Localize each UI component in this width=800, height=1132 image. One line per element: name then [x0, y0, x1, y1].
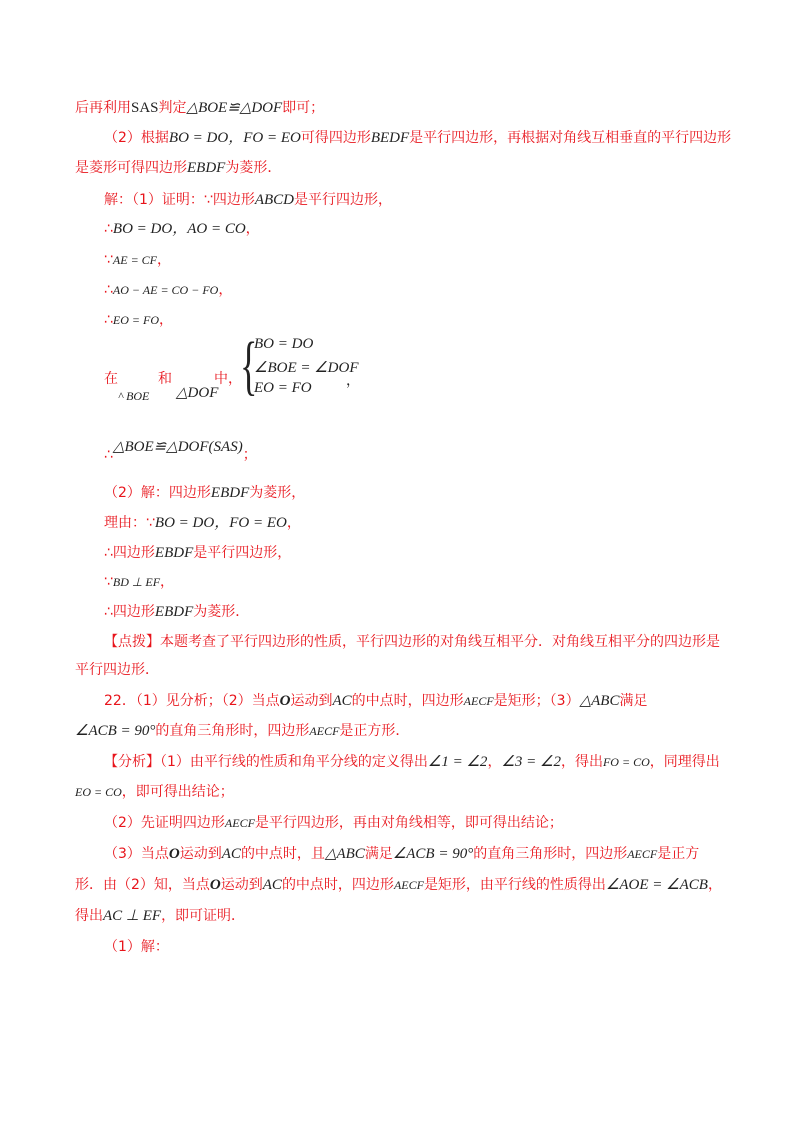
text: 的中点时，四边形: [351, 693, 464, 709]
text: 满足: [619, 693, 648, 709]
text: （3）当点: [104, 846, 169, 862]
text-line-17: [75, 660, 159, 680]
math-seg: AC: [332, 693, 352, 709]
math-quad: AECF: [627, 847, 658, 861]
text-line-4: [104, 190, 392, 210]
text: ，: [286, 515, 301, 531]
text: 中，: [214, 371, 242, 387]
text: 是矩形，由平行线的性质得出: [423, 877, 606, 893]
text-line-20: [104, 752, 720, 772]
math-expr: AC ⊥ EF: [103, 908, 162, 924]
text-line-24: [75, 875, 722, 895]
text-zhong: [214, 369, 242, 389]
text-line-7: [104, 280, 232, 300]
text: ，: [157, 252, 172, 268]
math-quad: ABCD: [254, 192, 294, 208]
math-expr: EO = FO: [112, 313, 160, 327]
text-line-16: [104, 632, 720, 652]
text: ∵: [104, 574, 113, 590]
text: 理由：∵: [104, 515, 155, 531]
system-eq-2: ∠BOE = ∠DOF: [254, 360, 359, 376]
math-expr: AE = CF: [112, 253, 158, 267]
math-triangle-dof: [176, 383, 218, 403]
math-triangle: △ABC: [324, 846, 365, 862]
math-angle: ∠3 = ∠2: [501, 754, 561, 770]
text: 在: [104, 371, 118, 387]
text-line-26: [104, 937, 169, 957]
math-point-o: O: [209, 877, 221, 893]
math-expr: BO = DO，FO = EO: [168, 130, 301, 146]
math-quad: AECF: [224, 816, 255, 830]
math-triangle: △ABC: [579, 693, 620, 709]
text: ，: [245, 221, 260, 237]
text: 【分析】（1）由平行线的性质和角平分线的定义得出: [104, 754, 428, 770]
text-line-14: [104, 572, 174, 592]
text: ∴: [104, 447, 113, 463]
text: ，即可得出结论；: [121, 784, 234, 800]
text: 【点拨】本题考查了平行四边形的性质，平行四边形的对角线互相平分．对角线互相平分的四边形是: [104, 634, 720, 650]
text: ；: [242, 447, 257, 463]
text: ，: [160, 574, 175, 590]
math-angle: ∠1 = ∠2: [427, 754, 488, 770]
text: ，得出: [560, 754, 603, 770]
text-line-5: [104, 219, 260, 239]
math-quad: AECF: [393, 878, 424, 892]
text: 是矩形；（3）: [493, 693, 580, 709]
math-quad: EBDF: [187, 160, 226, 176]
text: ∴四边形: [104, 604, 155, 620]
text: ∴: [104, 312, 113, 328]
text: 运动到: [220, 877, 263, 893]
brace-symbol: {: [240, 329, 258, 402]
text-zai: [104, 369, 118, 389]
math-expr: BO = DO，AO = CO: [112, 221, 246, 237]
math-quad: EBDF: [154, 545, 194, 561]
text: 是菱形可得四边形: [75, 160, 187, 176]
text: 的直角三角形时，四边形: [473, 846, 628, 862]
math-quad: AECF: [309, 724, 340, 738]
math-angle: ∠AOE = ∠ACB: [605, 877, 708, 893]
math-angle: ∠ACB = 90°: [75, 723, 156, 739]
math-point-o: O: [279, 693, 291, 709]
text: 即可；: [282, 100, 325, 116]
text-line-10: [104, 437, 257, 463]
text: ，: [346, 373, 360, 389]
math-quad: EBDF: [154, 604, 194, 620]
math-expr: BO = DO，FO = EO: [154, 515, 287, 531]
text: ∴: [104, 221, 113, 237]
text: ，即可证明．: [161, 908, 246, 924]
text-line-23: [104, 844, 699, 864]
math-expr: BD ⊥ EF: [112, 575, 161, 589]
text: 22．（1）见分析；（2）当点: [104, 693, 280, 709]
text-line-6: [104, 250, 171, 270]
text-line-25: [75, 906, 245, 926]
math-triangle-boe: [118, 386, 149, 406]
math-quad: BEDF: [370, 130, 410, 146]
text: 形．由（2）知，当点: [75, 877, 210, 893]
text: ，: [218, 282, 233, 298]
text-line-19: [75, 721, 409, 741]
text: 是平行四边形，: [294, 192, 392, 208]
math-expr: AO − AE = CO − FO: [112, 283, 219, 297]
text: ，同理得出: [649, 754, 720, 770]
math-seg: AC: [221, 846, 241, 862]
text: 是正方形．: [339, 723, 410, 739]
text: （2）根据: [104, 130, 169, 146]
text: ，: [707, 877, 722, 893]
text: 是平行四边形，再根据对角线互相垂直的平行四边形: [409, 130, 732, 146]
text: ∴四边形: [104, 545, 155, 561]
text: ，: [487, 754, 502, 770]
text-comma: [346, 371, 360, 391]
system-eq-3: EO = FO: [254, 380, 312, 396]
math-congruence: △BOE≌△DOF: [186, 100, 283, 116]
text: 为菱形．: [225, 160, 282, 176]
text-line-13: [104, 543, 291, 563]
text-line-22: [104, 813, 563, 833]
math-angle: ∠ACB = 90°: [392, 846, 474, 862]
text: （1）解：: [104, 939, 169, 955]
text: 为菱形，: [249, 485, 306, 501]
text: ∵: [104, 252, 113, 268]
text: 运动到: [290, 693, 333, 709]
equation-system: [240, 329, 380, 402]
math-sas: SAS: [131, 100, 159, 116]
text-line-11: [104, 483, 305, 503]
math-quad: EBDF: [210, 485, 250, 501]
math-congruence: △BOE≌△DOF(SAS): [112, 439, 243, 455]
text-line-12: [104, 513, 301, 533]
text: （2）先证明四边形: [104, 815, 225, 831]
system-eq-1: BO = DO: [254, 336, 314, 352]
math: △DOF: [176, 385, 219, 401]
text-line-18: [104, 691, 647, 711]
text: 平行四边形．: [75, 662, 159, 678]
text: ∴: [104, 282, 113, 298]
text-line-8: [104, 310, 173, 330]
text-he: [158, 369, 172, 389]
text: 是平行四边形，: [193, 545, 292, 561]
text: 是平行四边形，再由对角线相等，即可得出结论；: [254, 815, 563, 831]
text: 后再利用: [75, 100, 131, 116]
text: 可得四边形: [300, 130, 371, 146]
text: 是正方: [657, 846, 700, 862]
text: 为菱形．: [193, 604, 250, 620]
text-line-3: [75, 158, 281, 178]
math-expr: FO = CO: [602, 755, 650, 769]
text: 解：（1）证明：∵四边形: [104, 192, 255, 208]
math-expr: EO = CO: [75, 785, 122, 799]
text: （2）解：四边形: [104, 485, 211, 501]
text: 的中点时，四边形: [281, 877, 394, 893]
text: 的中点时，且: [240, 846, 325, 862]
math: ^ BOE: [118, 389, 150, 403]
text-line-1: [75, 98, 324, 118]
text-line-2: [104, 128, 731, 148]
text: 满足: [364, 846, 393, 862]
text-line-21: [75, 782, 234, 802]
text: 得出: [75, 908, 103, 924]
text: 和: [158, 371, 172, 387]
text: 运动到: [179, 846, 222, 862]
math-point-o: O: [168, 846, 180, 862]
math-seg: AC: [262, 877, 282, 893]
text: 的直角三角形时，四边形: [155, 723, 310, 739]
math-quad: AECF: [463, 694, 494, 708]
text: ，: [159, 312, 174, 328]
text: 判定: [158, 100, 187, 116]
text-line-15: [104, 602, 249, 622]
